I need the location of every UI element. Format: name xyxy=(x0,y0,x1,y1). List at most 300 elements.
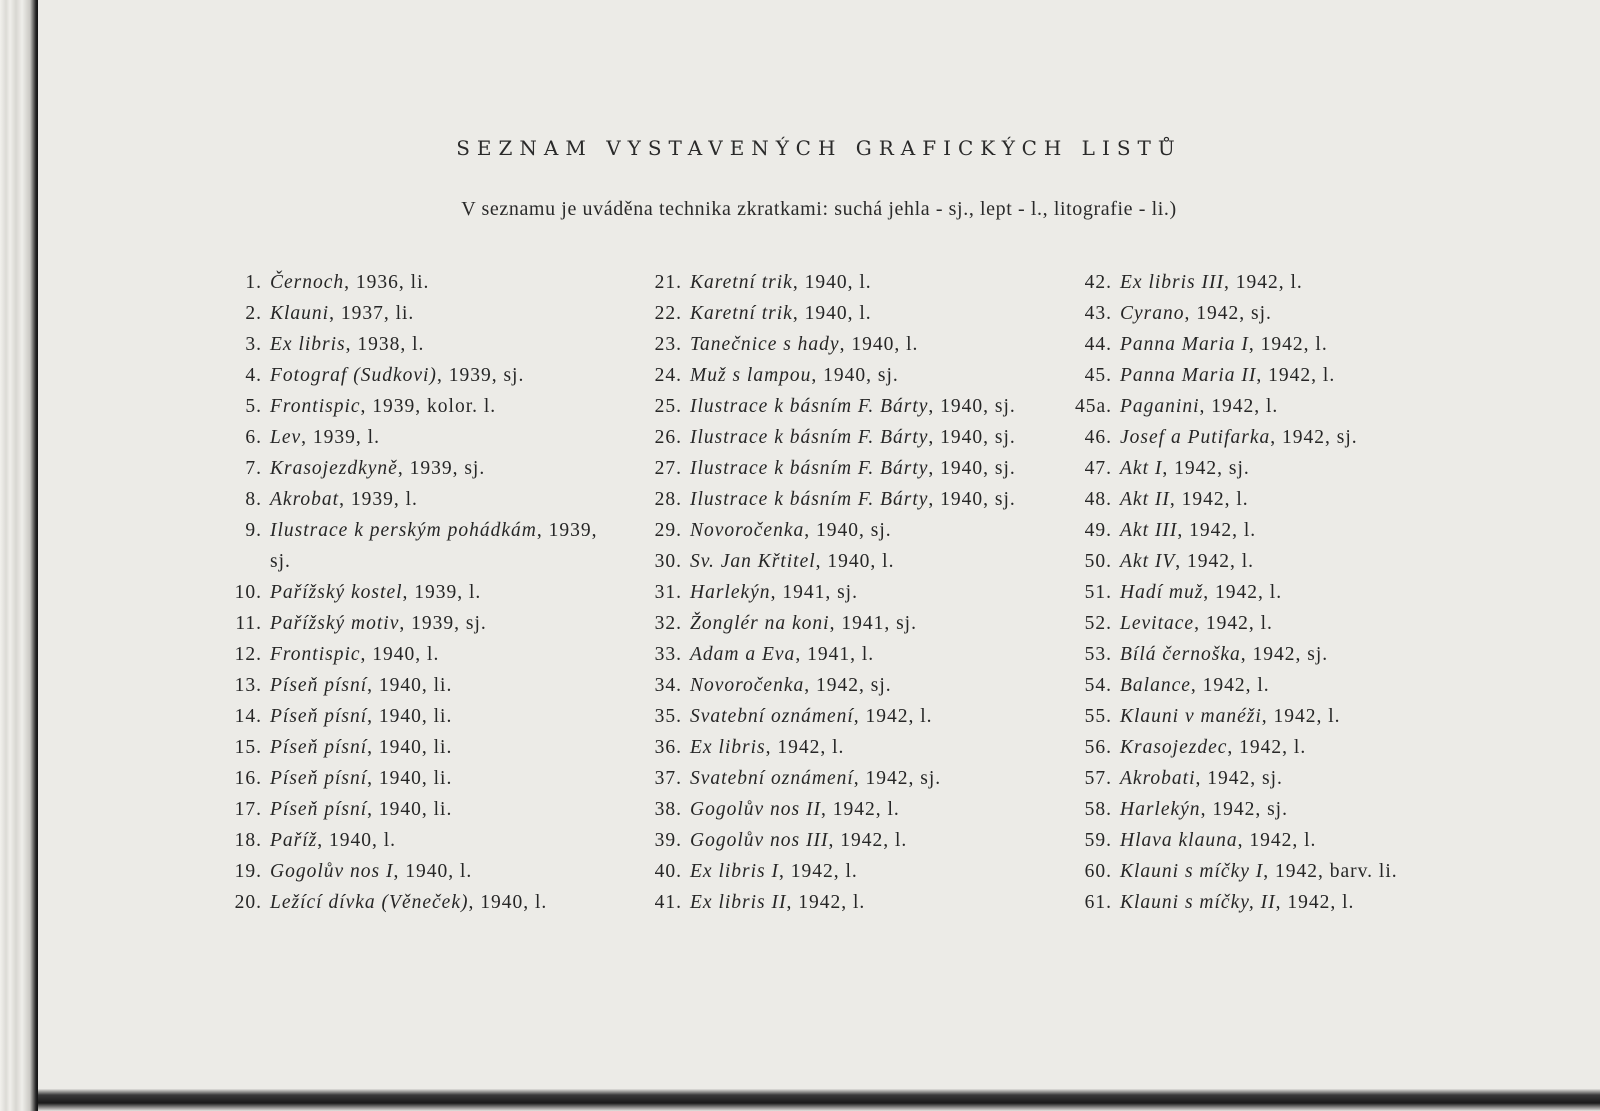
item-title: Píseň písní xyxy=(270,706,368,727)
item-details: , 1940, sj. xyxy=(928,458,1016,479)
list-item xyxy=(1058,329,1478,360)
item-text xyxy=(690,825,907,856)
item-text xyxy=(1120,546,1254,577)
list-item xyxy=(634,701,1064,732)
list-item xyxy=(634,825,1064,856)
list-item xyxy=(634,608,1064,639)
item-details: , 1940, sj. xyxy=(928,489,1016,510)
item-text xyxy=(270,732,452,763)
list-item xyxy=(1058,360,1478,391)
item-title: Ilustrace k básním F. Bárty xyxy=(690,427,929,448)
item-title: Krasojezdkyně xyxy=(270,458,398,479)
item-details: , 1942, l. xyxy=(1199,396,1279,417)
item-title: Frontispic xyxy=(270,396,361,417)
list-item xyxy=(214,422,634,453)
item-number: 51. xyxy=(1084,582,1112,603)
item-details: , 1942, sj. xyxy=(1184,303,1272,324)
item-number: 39. xyxy=(654,830,682,851)
item-details: , 1940, li. xyxy=(367,799,453,820)
list-item xyxy=(214,515,634,577)
item-details: , 1940, l. xyxy=(839,334,919,355)
item-title: Josef a Putifarka xyxy=(1120,427,1271,448)
item-title: Ex libris II xyxy=(690,892,787,913)
item-text xyxy=(270,422,380,453)
item-number: 3. xyxy=(245,334,262,355)
item-title: Akrobat xyxy=(270,489,340,510)
item-details: , 1939, sj. xyxy=(270,520,598,572)
item-text xyxy=(690,360,899,391)
item-number: 24. xyxy=(654,365,682,386)
item-details: , 1936, li. xyxy=(344,272,430,293)
item-title: Fotograf (Sudkovi) xyxy=(270,365,437,386)
item-number: 34. xyxy=(654,675,682,696)
list-item xyxy=(214,763,634,794)
item-title: Pařížský motiv xyxy=(270,613,400,634)
item-number: 26. xyxy=(654,427,682,448)
item-details: , 1940, li. xyxy=(367,706,453,727)
item-text xyxy=(270,639,439,670)
item-number: 38. xyxy=(654,799,682,820)
item-text xyxy=(1120,360,1335,391)
item-text xyxy=(270,515,610,577)
item-number: 55. xyxy=(1084,706,1112,727)
item-number: 17. xyxy=(234,799,262,820)
item-title: Karetní trik xyxy=(690,303,793,324)
item-title: Akt I xyxy=(1120,458,1163,479)
item-details: , 1942, l. xyxy=(786,892,866,913)
item-number: 15. xyxy=(234,737,262,758)
item-title: Cyrano xyxy=(1120,303,1185,324)
item-text xyxy=(690,763,941,794)
item-text xyxy=(1120,422,1358,453)
item-details: , 1942, l. xyxy=(820,799,900,820)
item-text xyxy=(690,608,917,639)
item-details: , 1939, sj. xyxy=(436,365,525,386)
list-item xyxy=(1058,856,1478,887)
item-number: 8. xyxy=(245,489,262,510)
list-item xyxy=(214,267,634,298)
item-number: 6. xyxy=(245,427,262,448)
item-text xyxy=(690,391,1016,422)
list-column-2 xyxy=(634,267,1064,918)
item-title: Novoročenka xyxy=(690,675,805,696)
list-item xyxy=(1058,701,1478,732)
item-number: 45. xyxy=(1084,365,1112,386)
item-number: 2. xyxy=(245,303,262,324)
item-text xyxy=(1120,856,1398,887)
item-text xyxy=(690,453,1016,484)
item-number: 56. xyxy=(1084,737,1112,758)
list-item xyxy=(1058,577,1478,608)
item-title: Píseň písní xyxy=(270,675,368,696)
item-number: 48. xyxy=(1084,489,1112,510)
list-item xyxy=(214,732,634,763)
list-item xyxy=(634,422,1064,453)
item-details: , 1939, kolor. l. xyxy=(360,396,497,417)
list-item xyxy=(214,825,634,856)
item-text xyxy=(690,577,858,608)
item-number: 12. xyxy=(234,644,262,665)
item-title: Ilustrace k básním F. Bárty xyxy=(690,489,929,510)
item-details: , 1942, l. xyxy=(1237,830,1317,851)
page-sheet xyxy=(38,0,1600,1089)
item-number: 4. xyxy=(245,365,262,386)
item-details: , 1941, sj. xyxy=(829,613,917,634)
item-number: 45a. xyxy=(1074,396,1112,417)
list-item xyxy=(1058,515,1478,546)
list-item xyxy=(214,639,634,670)
item-title: Gogolův nos I xyxy=(270,861,394,882)
list-item xyxy=(634,887,1064,918)
item-title: Tanečnice s hady xyxy=(690,334,840,355)
list-item xyxy=(634,732,1064,763)
list-item xyxy=(1058,546,1478,577)
item-details: , 1939, sj. xyxy=(399,613,487,634)
item-title: Gogolův nos III xyxy=(690,830,829,851)
item-details: , 1942, l. xyxy=(1194,613,1273,634)
item-title: Píseň písní xyxy=(270,737,368,758)
item-number: 22. xyxy=(654,303,682,324)
item-details: , 1942, l. xyxy=(1177,520,1257,541)
item-text xyxy=(270,453,485,484)
item-title: Levitace xyxy=(1120,613,1195,634)
list-item xyxy=(214,329,634,360)
item-details: , 1942, sj. xyxy=(853,768,942,789)
item-title: Krasojezdec xyxy=(1120,737,1228,758)
item-text xyxy=(1120,887,1354,918)
item-title: Ex libris III xyxy=(1120,272,1224,293)
item-number: 11. xyxy=(235,613,262,634)
list-item xyxy=(214,856,634,887)
item-details: , 1942, sj. xyxy=(1270,427,1358,448)
item-text xyxy=(1120,577,1282,608)
item-title: Ex libris xyxy=(270,334,346,355)
item-number: 7. xyxy=(245,458,262,479)
item-number: 50. xyxy=(1084,551,1112,572)
list-item xyxy=(1058,670,1478,701)
item-text xyxy=(1120,639,1328,670)
item-text xyxy=(270,763,452,794)
item-title: Akrobati xyxy=(1120,768,1196,789)
item-text xyxy=(1120,763,1283,794)
item-number: 28. xyxy=(654,489,682,510)
item-details: , 1940, l. xyxy=(393,861,473,882)
item-text xyxy=(690,701,933,732)
list-item xyxy=(1058,639,1478,670)
item-details: , 1940, sj. xyxy=(928,396,1016,417)
item-details: , 1940, sj. xyxy=(928,427,1016,448)
item-details: , 1942, sj. xyxy=(1200,799,1288,820)
item-title: Ležící dívka (Věneček) xyxy=(270,892,469,913)
item-text xyxy=(270,887,547,918)
item-details: , 1941, sj. xyxy=(770,582,858,603)
item-text xyxy=(1120,484,1249,515)
item-number: 9. xyxy=(245,520,262,541)
item-title: Klauni xyxy=(270,303,330,324)
item-details: , 1940, l. xyxy=(360,644,440,665)
item-title: Hlava klauna xyxy=(1120,830,1238,851)
item-number: 14. xyxy=(234,706,262,727)
item-title: Sv. Jan Křtitel xyxy=(690,551,816,572)
item-number: 18. xyxy=(234,830,262,851)
item-title: Svatební oznámení xyxy=(690,706,854,727)
item-title: Píseň písní xyxy=(270,768,368,789)
item-text xyxy=(1120,825,1316,856)
item-text xyxy=(270,701,452,732)
item-number: 21. xyxy=(654,272,682,293)
list-item xyxy=(214,577,634,608)
item-number: 20. xyxy=(234,892,262,913)
list-item xyxy=(634,763,1064,794)
item-number: 47. xyxy=(1084,458,1112,479)
abbreviation-note: V seznamu je uváděna technika zkratkami: suchá jehla - sj., lept - l., litografie - li.) xyxy=(461,198,1177,220)
list-item xyxy=(1058,794,1478,825)
item-number: 33. xyxy=(654,644,682,665)
item-details: , 1939, l. xyxy=(402,582,482,603)
item-title: Karetní trik xyxy=(690,272,793,293)
item-text xyxy=(1120,298,1272,329)
item-text xyxy=(1120,732,1306,763)
item-number: 32. xyxy=(654,613,682,634)
item-details: , 1937, li. xyxy=(329,303,415,324)
item-details: , 1941, l. xyxy=(795,644,875,665)
list-item xyxy=(634,794,1064,825)
item-title: Gogolův nos II xyxy=(690,799,821,820)
list-item xyxy=(634,515,1064,546)
item-details: , 1942, l. xyxy=(765,737,845,758)
item-text xyxy=(1120,267,1303,298)
item-details: , 1942, l. xyxy=(1256,365,1336,386)
item-number: 1. xyxy=(245,272,262,293)
list-item xyxy=(1058,732,1478,763)
item-title: Klauni s míčky, II xyxy=(1120,892,1276,913)
item-number: 61. xyxy=(1084,892,1112,913)
item-number: 53. xyxy=(1084,644,1112,665)
list-item xyxy=(214,360,634,391)
item-number: 29. xyxy=(654,520,682,541)
list-item xyxy=(1058,391,1478,422)
item-text xyxy=(270,856,472,887)
item-title: Novoročenka xyxy=(690,520,805,541)
item-details: , 1942, sj. xyxy=(1240,644,1329,665)
item-title: Frontispic xyxy=(270,644,361,665)
item-details: , 1940, l. xyxy=(815,551,895,572)
item-details: , 1942, l. xyxy=(1223,272,1303,293)
item-text xyxy=(1120,794,1288,825)
list-item xyxy=(1058,453,1478,484)
item-details: , 1940, l. xyxy=(468,892,548,913)
list-item xyxy=(214,484,634,515)
item-text xyxy=(690,639,874,670)
item-details: , 1942, l. xyxy=(1175,551,1255,572)
item-number: 40. xyxy=(654,861,682,882)
list-item xyxy=(1058,484,1478,515)
item-number: 59. xyxy=(1084,830,1112,851)
item-details: , 1940, sj. xyxy=(811,365,899,386)
item-title: Paříž xyxy=(270,830,318,851)
item-title: Žonglér na koni xyxy=(690,613,830,634)
item-text xyxy=(690,329,918,360)
item-number: 41. xyxy=(654,892,682,913)
item-title: Akt III xyxy=(1120,520,1178,541)
item-number: 46. xyxy=(1084,427,1112,448)
list-item xyxy=(214,701,634,732)
item-number: 5. xyxy=(245,396,262,417)
list-item xyxy=(634,329,1064,360)
item-title: Ilustrace k perským pohádkám xyxy=(270,520,537,541)
item-details: , 1942, l. xyxy=(1203,582,1283,603)
item-text xyxy=(1120,515,1256,546)
item-details: , 1942, l. xyxy=(1190,675,1270,696)
list-item xyxy=(1058,825,1478,856)
item-text xyxy=(1120,329,1328,360)
list-item xyxy=(1058,763,1478,794)
item-title: Adam a Eva xyxy=(690,644,796,665)
item-title: Ex libris I xyxy=(690,861,779,882)
item-text xyxy=(270,360,524,391)
list-item xyxy=(1058,298,1478,329)
page-bottom-edge xyxy=(38,1089,1600,1111)
item-title: Černoch xyxy=(270,272,345,293)
list-item xyxy=(214,887,634,918)
item-details: , 1939, l. xyxy=(339,489,418,510)
list-item xyxy=(634,298,1064,329)
list-item xyxy=(634,391,1064,422)
item-text xyxy=(1120,701,1341,732)
item-details: , 1942, l. xyxy=(1227,737,1307,758)
item-title: Panna Maria II xyxy=(1120,365,1257,386)
item-text xyxy=(690,856,858,887)
item-text xyxy=(1120,670,1270,701)
item-text xyxy=(270,670,452,701)
item-details: , 1942, sj. xyxy=(1162,458,1250,479)
item-number: 19. xyxy=(234,861,262,882)
item-number: 43. xyxy=(1084,303,1112,324)
item-title: Ilustrace k básním F. Bárty xyxy=(690,396,929,417)
item-text xyxy=(270,825,396,856)
item-text xyxy=(270,484,418,515)
list-item xyxy=(214,670,634,701)
item-title: Paganini xyxy=(1120,396,1200,417)
list-item xyxy=(1058,887,1478,918)
item-details: , 1940, li. xyxy=(367,768,453,789)
item-number: 52. xyxy=(1084,613,1112,634)
item-number: 23. xyxy=(654,334,682,355)
item-details: , 1942, l. xyxy=(1275,892,1355,913)
book-binding-edge xyxy=(0,0,38,1111)
item-details: , 1942, sj. xyxy=(804,675,892,696)
list-item xyxy=(634,484,1064,515)
item-text xyxy=(270,267,429,298)
item-text xyxy=(270,329,424,360)
item-number: 10. xyxy=(234,582,262,603)
item-text xyxy=(1120,391,1278,422)
item-number: 35. xyxy=(654,706,682,727)
list-item xyxy=(1058,608,1478,639)
item-details: , 1940, li. xyxy=(367,737,453,758)
list-item xyxy=(214,794,634,825)
item-title: Klauni s míčky I xyxy=(1120,861,1264,882)
item-text xyxy=(270,391,496,422)
item-details: , 1938, l. xyxy=(345,334,425,355)
item-number: 31. xyxy=(654,582,682,603)
item-title: Harlekýn xyxy=(1120,799,1201,820)
item-text xyxy=(690,670,892,701)
item-number: 25. xyxy=(654,396,682,417)
item-details: , 1942, l. xyxy=(1248,334,1328,355)
item-details: , 1942, l. xyxy=(828,830,908,851)
item-title: Panna Maria I xyxy=(1120,334,1249,355)
item-details: , 1942, l. xyxy=(1261,706,1341,727)
item-text xyxy=(690,298,872,329)
item-details: , 1940, l. xyxy=(792,272,872,293)
item-number: 49. xyxy=(1084,520,1112,541)
list-item xyxy=(214,298,634,329)
item-number: 60. xyxy=(1084,861,1112,882)
item-title: Ex libris xyxy=(690,737,766,758)
item-number: 13. xyxy=(234,675,262,696)
list-item xyxy=(214,453,634,484)
item-title: Pařížský kostel xyxy=(270,582,403,603)
list-item xyxy=(214,391,634,422)
list-item xyxy=(634,639,1064,670)
item-title: Akt II xyxy=(1120,489,1170,510)
item-title: Balance xyxy=(1120,675,1191,696)
item-number: 44. xyxy=(1084,334,1112,355)
item-details: , 1940, l. xyxy=(792,303,872,324)
item-number: 57. xyxy=(1084,768,1112,789)
item-details: , 1942, sj. xyxy=(1195,768,1283,789)
item-number: 36. xyxy=(654,737,682,758)
item-details: , 1940, sj. xyxy=(804,520,892,541)
item-details: , 1942, barv. li. xyxy=(1263,861,1398,882)
item-number: 27. xyxy=(654,458,682,479)
item-details: , 1939, l. xyxy=(301,427,380,448)
item-title: Hadí muž xyxy=(1120,582,1204,603)
item-text xyxy=(690,422,1016,453)
list-item xyxy=(214,608,634,639)
list-item xyxy=(1058,267,1478,298)
page-heading: SEZNAM VYSTAVENÝCH GRAFICKÝCH LISTŮ xyxy=(456,136,1182,160)
item-text xyxy=(690,267,872,298)
list-item xyxy=(1058,422,1478,453)
item-details: , 1939, sj. xyxy=(397,458,486,479)
item-text xyxy=(270,608,487,639)
item-details: , 1940, li. xyxy=(367,675,453,696)
item-title: Píseň písní xyxy=(270,799,368,820)
list-item xyxy=(634,453,1064,484)
item-text xyxy=(1120,608,1273,639)
item-text xyxy=(690,515,892,546)
item-title: Harlekýn xyxy=(690,582,771,603)
list-column-1 xyxy=(214,267,634,918)
item-details: , 1940, l. xyxy=(317,830,397,851)
item-title: Muž s lampou xyxy=(690,365,812,386)
item-number: 37. xyxy=(654,768,682,789)
item-title: Akt IV xyxy=(1120,551,1176,572)
item-title: Klauni v manéži xyxy=(1120,706,1262,727)
item-number: 42. xyxy=(1084,272,1112,293)
item-text xyxy=(270,794,452,825)
item-title: Bílá černoška xyxy=(1120,644,1241,665)
item-text xyxy=(690,887,865,918)
item-details: , 1942, l. xyxy=(779,861,858,882)
item-title: Lev xyxy=(270,427,302,448)
list-column-3 xyxy=(1058,267,1478,918)
item-text xyxy=(270,577,481,608)
item-number: 58. xyxy=(1084,799,1112,820)
item-text xyxy=(690,794,900,825)
